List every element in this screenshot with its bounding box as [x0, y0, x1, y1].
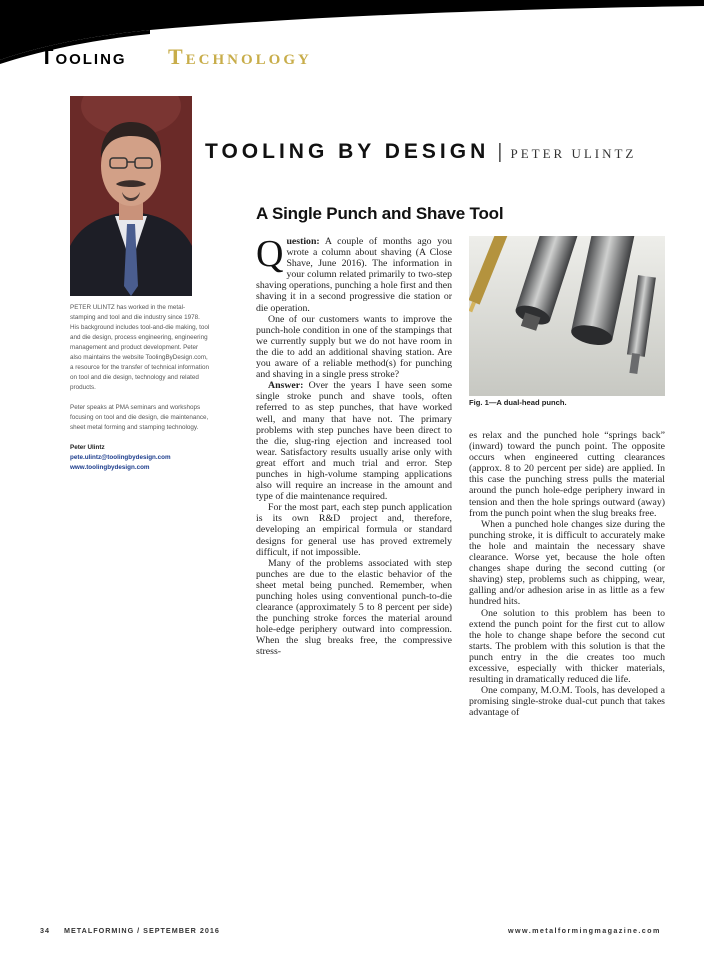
contact-website-link[interactable]: www.toolingbydesign.com [70, 464, 150, 471]
question-paragraph [256, 236, 452, 314]
question-text: A couple of months ago you wrote a column about shaving (A Close Shave, June 2016). The information in your column related primarily to two-step shaving operations, punching a hole first and then shaving it in a second progressive die station or die operation. [256, 236, 452, 314]
body-paragraph: When a punched hole changes size during the punching stroke, it is difficult to accurately make the hole and maintain the necessary shave clearance. Worse yet, because the hole often changes shape during the second cutting (or shaving) step, problems such as chipping, wear, galling and/or adhesion arise in as little as a few hundred hits. [469, 518, 665, 608]
footer-left [40, 926, 220, 935]
publication-name: METALFORMING / SEPTEMBER 2016 [64, 926, 220, 935]
body-paragraph: es relax and the punched hole “springs back” (inward) toward the punch point. The opposite occurs when engineered cutting clearances (approx. 8 to 20 percent per side) are applied. In this case the punching stress pulls the material around the punch hole-edge periphery inward in tension and then the hole springs outward (away) from the punch point when the slug breaks free. [469, 430, 665, 519]
body-paragraph: One company, M.O.M. Tools, has developed a promising single-stroke dual-cut punch that takes advantage of [469, 685, 665, 719]
column-title: TOOLING BY DESIGN [205, 140, 490, 163]
body-paragraph: One of our customers wants to improve the punch-hole condition in one of the stampings that we currently supply but we do not have room in the die to add an additional shaving station. Are you aware of a reliable method(s) for punching and shaving in a single press stroke? [256, 313, 452, 381]
author-note: Peter speaks at PMA seminars and workshops focusing on tool and die design, die maintenance, sheet metal forming and stamping technology. [70, 404, 209, 431]
body-paragraph: One solution to this problem has been to extend the punch point for the first cut to allow the hole to change shape before the second cut starts. The problem with this solution is that the punch entry in the die creates too much excessive, especially with thicker materials, resulting in dramatically reduced die life. [469, 607, 665, 686]
footer-website[interactable]: www.metalformingmagazine.com [508, 926, 661, 935]
page-number: 34 [40, 926, 50, 935]
answer-paragraph [256, 380, 452, 502]
author-photo [70, 96, 192, 296]
answer-text: Over the years I have seen some single stroke punch and shave tools, often referred to as step punches, that have worked well, and many that have not. The primary problems with step punches have been direct to the die, slug-ring ejection and increased tool wear. Satisfactory results usually arise only with great effort and much trial and error. Step punches in high-volume stamping applications also will require an increase in the amount and type of die maintenance required. [256, 380, 452, 503]
author-sidebar [70, 303, 210, 473]
author-portrait-image [70, 96, 192, 296]
figure-dual-head-punch [469, 236, 665, 396]
section-label-tooling: Tooling [40, 44, 127, 69]
column-author: PETER ULINTZ [510, 146, 637, 161]
drop-cap: Q [256, 236, 284, 275]
column-header [205, 140, 636, 170]
question-label: uestion: [286, 236, 320, 247]
body-paragraph: For the most part, each step punch application is its own R&D project and, therefore, developing an empirical formula or standard designs for general use has proved extremely difficult, if not impossible. [256, 502, 452, 558]
contact-email-link[interactable]: pete.ulintz@toolingbydesign.com [70, 454, 171, 461]
article-title: A Single Punch and Shave Tool [256, 204, 504, 223]
answer-label: Answer: [268, 380, 304, 392]
article-column-2 [469, 430, 665, 906]
section-label-technology: Technology [168, 44, 312, 69]
article-column-1 [256, 236, 452, 906]
contact-name: Peter Ulintz [70, 444, 105, 451]
body-paragraph: Many of the problems associated with step punches are due to the elastic behavior of the sheet metal being punched. Remember, when punching holes using conventional punch-to-die clearance (approximately 5 to 8 percent per side) the punching stroke forces the material around hole-edge periphery outward into compression. When the slug breaks free, the compressive stress- [256, 557, 452, 658]
author-bio: PETER ULINTZ has worked in the metal-stamping and tool and die industry since 1978. His background includes tool-and-die making, tool and die design, process engineering, engineering management and product development. Peter also maintains the website ToolingByDesign.com, a resource for the transfer of technical information on tool and die design, technology and related products. [70, 304, 210, 391]
column-separator: | [497, 141, 503, 163]
punch-photo-image [469, 236, 665, 396]
figure-caption: Fig. 1—A dual-head punch. [469, 398, 567, 407]
